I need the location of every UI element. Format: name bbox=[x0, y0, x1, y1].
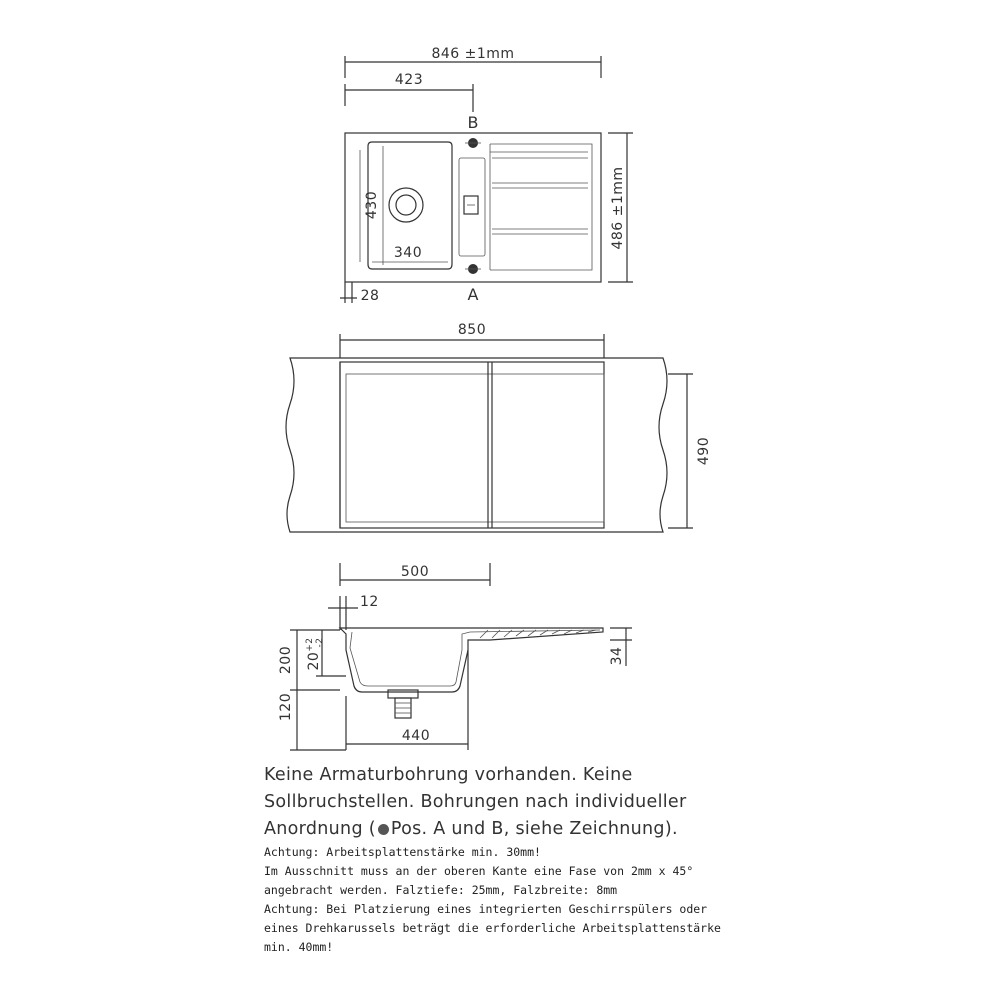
small-note-2: Im Ausschnitt muss an der oberen Kante eine Fase von 2mm x 45° bbox=[264, 864, 694, 878]
drain-outer bbox=[389, 188, 423, 222]
small-note-3: angebracht werden. Falztiefe: 25mm, Falzbreite: 8mm bbox=[264, 883, 618, 897]
main-note-line-1: Keine Armaturbohrung vorhanden. Keine bbox=[264, 765, 633, 785]
sink-section-outer bbox=[340, 628, 603, 692]
small-note-1: Achtung: Arbeitsplattenstärke min. 30mm! bbox=[264, 845, 541, 859]
notes-block bbox=[264, 762, 964, 957]
main-note-line-3: Anordnung ( Pos. A und B, siehe Zeichnung). bbox=[264, 819, 678, 839]
cutout-outline bbox=[340, 362, 604, 528]
dim-total-width: 846 ±1mm bbox=[431, 46, 515, 62]
dim-rim-tolerance: $20^{+2}-2$ bbox=[305, 637, 325, 671]
dim-bowl-section: 440 bbox=[401, 728, 431, 744]
dim-cutout-width: 850 bbox=[457, 322, 487, 338]
section-view bbox=[278, 594, 632, 750]
dim-bowl-height: 430 bbox=[364, 190, 380, 220]
small-note-4: Achtung: Bei Platzierung eines integrierten Geschirrspülers oder bbox=[264, 902, 708, 916]
small-note-6: min. 40mm! bbox=[264, 940, 334, 954]
top-view bbox=[340, 46, 633, 304]
drain-inner bbox=[396, 195, 416, 215]
dim-height: 486 ±1mm bbox=[610, 166, 626, 250]
dim-rim: 12 bbox=[360, 594, 379, 610]
tap-position-dot-icon bbox=[378, 824, 389, 835]
cutout-view bbox=[286, 322, 712, 586]
label-position-a: A bbox=[467, 285, 479, 304]
drain-fitting-icon bbox=[388, 690, 418, 698]
dim-bowl-width: 340 bbox=[393, 245, 423, 261]
main-note-line-2: Sollbruchstellen. Bohrungen nach individueller bbox=[264, 792, 687, 812]
dim-edge: 28 bbox=[360, 288, 380, 304]
dim-cutout-partial: 500 bbox=[400, 564, 430, 580]
dim-bowl-offset: 423 bbox=[394, 72, 424, 88]
label-position-b: B bbox=[467, 113, 479, 132]
dim-drain: 120 bbox=[278, 692, 294, 722]
overflow-recess bbox=[459, 158, 485, 256]
small-note-5: eines Drehkarussels beträgt die erforderliche Arbeitsplattenstärke bbox=[264, 921, 721, 935]
dim-cutout-height: 490 bbox=[696, 436, 712, 466]
dim-thickness: 34 bbox=[609, 646, 625, 666]
worktop-outline bbox=[286, 358, 667, 532]
dim-depth: 200 bbox=[278, 645, 294, 675]
